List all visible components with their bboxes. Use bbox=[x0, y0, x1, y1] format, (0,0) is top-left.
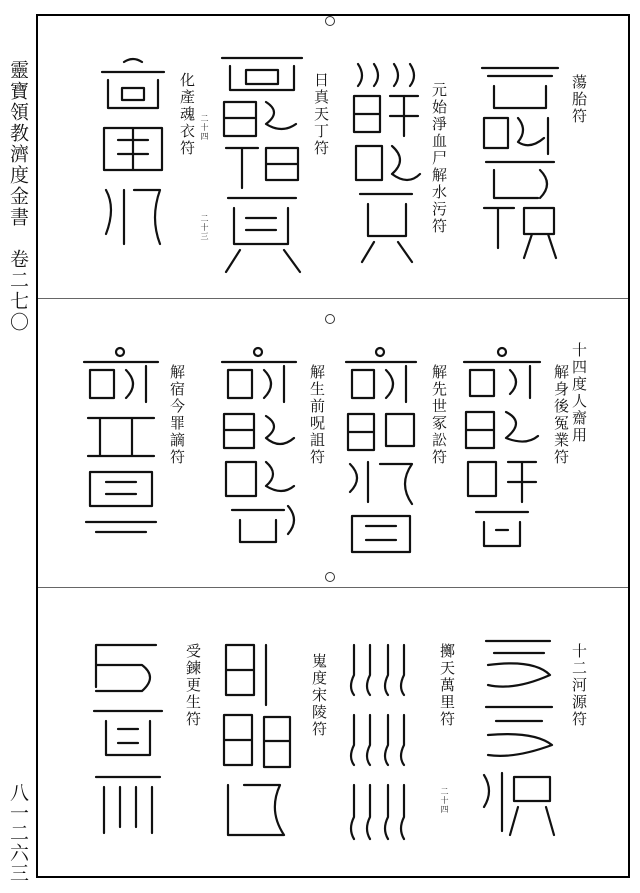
talisman-section bbox=[38, 587, 628, 878]
talisman-glyph bbox=[86, 637, 170, 843]
section-heading: 十二河源符 bbox=[570, 643, 588, 728]
talisman-label: 嵬度宋陵符 bbox=[310, 653, 328, 738]
talisman-label: 解生前呪詛符 bbox=[308, 364, 326, 466]
talisman-glyph bbox=[344, 635, 424, 855]
talisman-glyph bbox=[94, 58, 172, 254]
talisman-label: 解身後冤業符 bbox=[552, 364, 570, 466]
talisman-glyph bbox=[474, 58, 566, 270]
talisman-section bbox=[38, 298, 628, 587]
talisman-note: 二十三 bbox=[200, 214, 209, 241]
margin-title: 靈寶領教濟度金書 卷二七〇 bbox=[7, 60, 29, 333]
talisman-glyph bbox=[216, 50, 308, 278]
section-heading: 十四度人齋用 bbox=[570, 342, 588, 444]
talisman-label: 受鍊更生符 bbox=[184, 643, 202, 728]
talisman-label: 元始淨血尸解水污符 bbox=[430, 82, 448, 235]
talisman-glyph bbox=[456, 346, 548, 556]
talisman-label: 擲天萬里符 bbox=[438, 643, 456, 728]
page-frame bbox=[36, 14, 630, 878]
talisman-note: 二十四 bbox=[440, 787, 449, 814]
talisman-label: 日真天丁符 bbox=[312, 72, 330, 157]
talisman-glyph bbox=[214, 635, 298, 855]
talisman-glyph bbox=[76, 346, 166, 542]
talisman-label: 解先世冢訟符 bbox=[430, 364, 448, 466]
talisman-glyph bbox=[338, 346, 424, 558]
talisman-glyph bbox=[474, 631, 564, 851]
talisman-glyph bbox=[214, 346, 304, 552]
talisman-label: 化產魂衣符 bbox=[178, 72, 196, 157]
talisman-label: 解宿今罪謫符 bbox=[168, 364, 186, 466]
talisman-section bbox=[38, 16, 628, 298]
talisman-label: 蕩胎符 bbox=[570, 74, 588, 125]
margin-page-number: 八一二六三 bbox=[7, 783, 29, 883]
talisman-glyph bbox=[346, 56, 426, 268]
talisman-note: 二十四 bbox=[200, 114, 209, 141]
